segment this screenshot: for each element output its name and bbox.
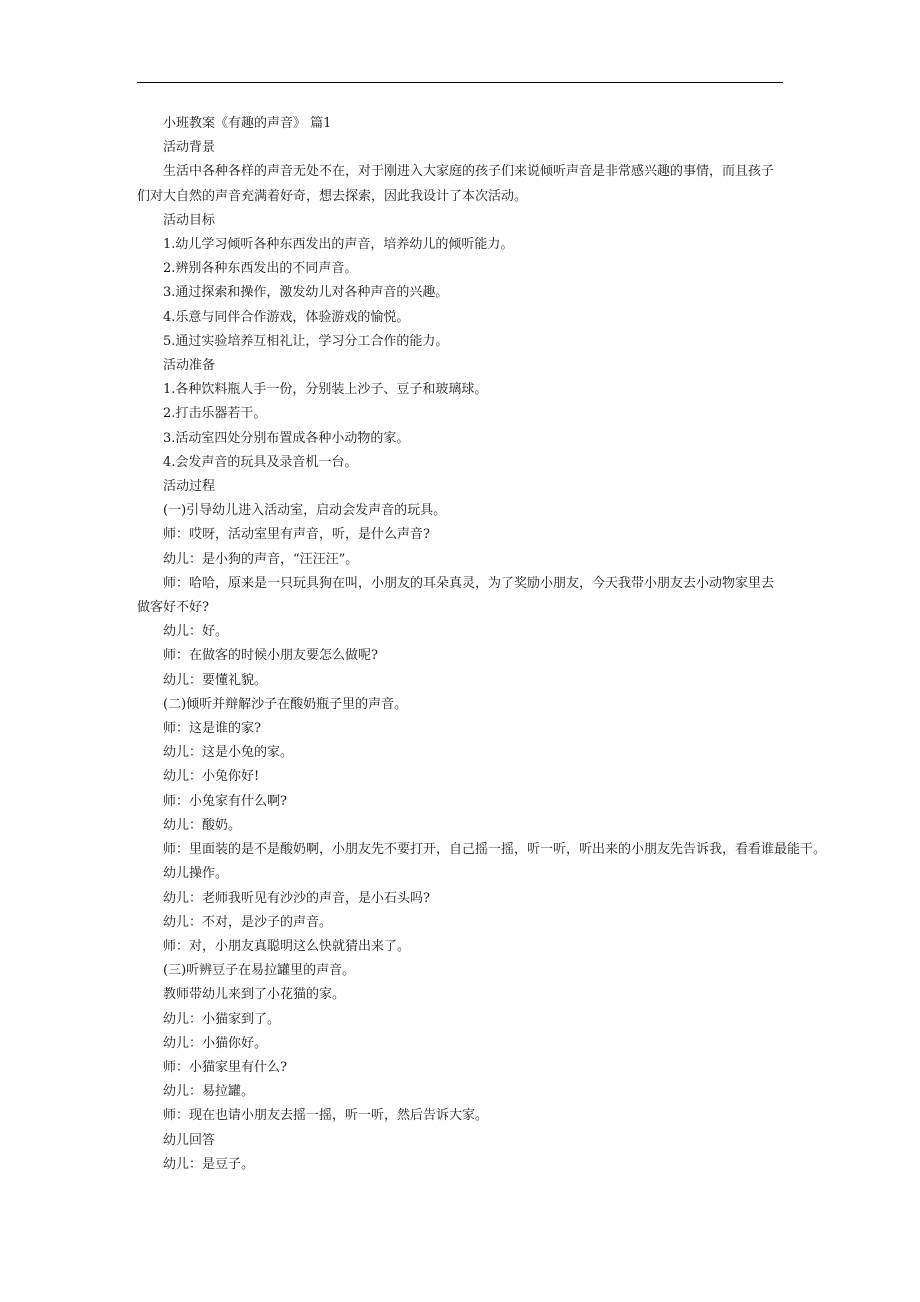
section-heading-preparation: 活动准备 [163, 358, 216, 374]
paragraph: 师：现在也请小朋友去摇一摇，听一听，然后告诉大家。 [163, 1108, 489, 1124]
paragraph: 幼儿：小兔你好! [163, 769, 260, 785]
paragraph: 教师带幼儿来到了小花猫的家。 [163, 987, 346, 1003]
section-heading-goals: 活动目标 [163, 212, 216, 228]
paragraph: 幼儿：是豆子。 [163, 1156, 255, 1172]
list-item: 1.幼儿学习倾听各种东西发出的声音，培养幼儿的倾听能力。 [163, 237, 514, 253]
list-item: 4.乐意与同伴合作游戏，体验游戏的愉悦。 [163, 309, 410, 325]
document-title: 小班教案《有趣的声音》 篇1 [163, 116, 332, 131]
paragraph: 师：小兔家有什么啊? [163, 793, 287, 809]
list-item: 2.打击乐器若干。 [163, 406, 267, 422]
paragraph: 幼儿：这是小兔的家。 [163, 745, 294, 761]
document-body [137, 112, 827, 1177]
paragraph: 幼儿：不对，是沙子的声音。 [163, 914, 333, 930]
paragraph: 幼儿：易拉罐。 [163, 1084, 255, 1100]
paragraph: 幼儿：要懂礼貌。 [163, 672, 268, 688]
list-item: 2.辨别各种东西发出的不同声音。 [163, 261, 358, 277]
paragraph: 师：在做客的时候小朋友要怎么做呢? [163, 648, 378, 664]
paragraph: 师：哈哈，原来是一只玩具狗在叫，小朋友的耳朵真灵，为了奖励小朋友，今天我带小朋友去小动物家里去做客好不好? [137, 575, 775, 616]
list-item: 1.各种饮料瓶人手一份，分别装上沙子、豆子和玻璃球。 [163, 382, 488, 398]
paragraph: 师：哎呀，活动室里有声音，听，是什么声音? [163, 527, 430, 543]
paragraph: 生活中各种各样的声音无处不在，对于刚进入大家庭的孩子们来说倾听声音是非常感兴趣的事情，而且孩子们对大自然的声音充满着好奇，想去探索，因此我设计了本次活动。 [137, 164, 775, 204]
paragraph: 幼儿：小猫家到了。 [163, 1011, 281, 1027]
list-item: 5.通过实验培养互相礼让，学习分工合作的能力。 [163, 333, 449, 349]
list-item: 4.会发声音的玩具及录音机一台。 [163, 454, 358, 470]
section-heading-process: 活动过程 [163, 479, 216, 495]
list-item: 3.通过探索和操作，激发幼儿对各种声音的兴趣。 [163, 285, 449, 301]
paragraph: 师：里面装的是不是酸奶啊，小朋友先不要打开，自己摇一摇，听一听，听出来的小朋友先告诉我，看看谁最能干。 [163, 842, 827, 858]
paragraph: (三)听辨豆子在易拉罐里的声音。 [163, 963, 356, 979]
paragraph: 幼儿回答 [163, 1132, 216, 1148]
paragraph: (二)倾听并辩解沙子在酸奶瓶子里的声音。 [163, 696, 408, 712]
paragraph: 幼儿：酸奶。 [163, 817, 242, 833]
paragraph: 师：对，小朋友真聪明这么快就猜出来了。 [163, 938, 411, 954]
paragraph: 幼儿：小猫你好。 [163, 1035, 268, 1051]
list-item: 3.活动室四处分别布置成各种小动物的家。 [163, 430, 410, 446]
paragraph: 师：小猫家里有什么? [163, 1059, 287, 1075]
paragraph: 幼儿：老师我听见有沙沙的声音，是小石头吗? [163, 890, 430, 906]
paragraph: 幼儿操作。 [163, 866, 229, 882]
header-rule [137, 82, 783, 83]
paragraph: 幼儿：是小狗的声音，“汪汪汪”。 [163, 551, 359, 567]
paragraph: (一)引导幼儿进入活动室，启动会发声音的玩具。 [163, 503, 447, 519]
paragraph: 幼儿：好。 [163, 624, 229, 640]
section-heading-background: 活动背景 [163, 140, 216, 156]
paragraph: 师：这是谁的家? [163, 721, 261, 737]
